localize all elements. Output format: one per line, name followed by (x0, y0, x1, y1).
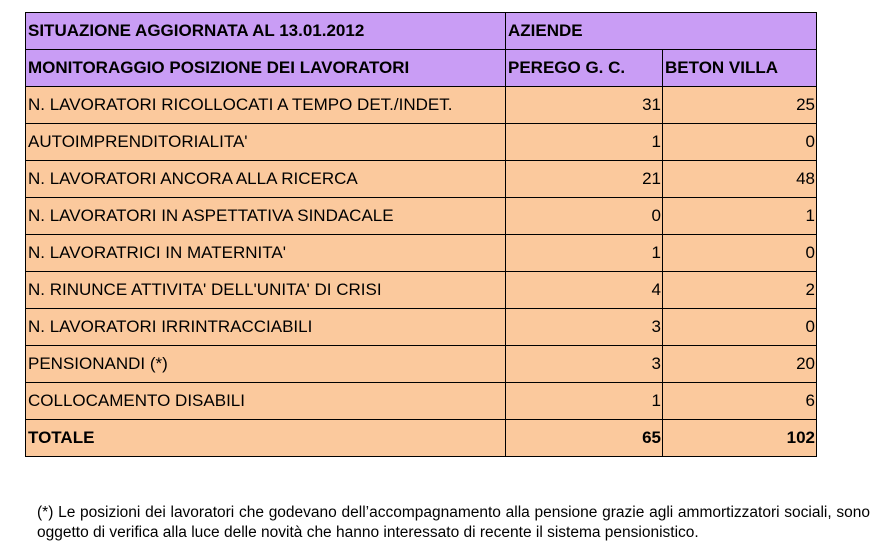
beton-value: 0 (663, 235, 817, 272)
table-row (26, 198, 817, 235)
perego-value: 1 (506, 383, 663, 420)
header-row-monitoring (26, 50, 817, 87)
row-label: N. RINUNCE ATTIVITA' DELL'UNITA' DI CRISI (26, 272, 506, 309)
beton-value: 25 (663, 87, 817, 124)
table-row (26, 124, 817, 161)
table-row (26, 383, 817, 420)
perego-value: 31 (506, 87, 663, 124)
beton-value: 0 (663, 124, 817, 161)
total-label: TOTALE (26, 420, 506, 457)
table-row (26, 309, 817, 346)
row-label: N. LAVORATRICI IN MATERNITA' (26, 235, 506, 272)
row-label: N. LAVORATORI IRRINTRACCIABILI (26, 309, 506, 346)
perego-value: 3 (506, 346, 663, 383)
perego-value: 4 (506, 272, 663, 309)
row-label: N. LAVORATORI RICOLLOCATI A TEMPO DET./INDET. (26, 87, 506, 124)
table-row (26, 87, 817, 124)
beton-value: 48 (663, 161, 817, 198)
row-label: PENSIONANDI (*) (26, 346, 506, 383)
total-row (26, 420, 817, 457)
perego-value: 1 (506, 235, 663, 272)
perego-value: 21 (506, 161, 663, 198)
perego-total: 65 (506, 420, 663, 457)
beton-value: 0 (663, 309, 817, 346)
footnote: (*) Le posizioni dei lavoratori che godevano dell’accompagnamento alla pensione grazie agli ammortizzatori sociali, sono oggetto di verifica alla luce delle novità che hanno interessato di recente il sistema pensionistico. (37, 503, 870, 541)
header-row-situation (26, 13, 817, 50)
situation-date-cell: SITUAZIONE AGGIORNATA AL 13.01.2012 (26, 13, 506, 50)
column-header-perego: PEREGO G. C. (506, 50, 663, 87)
perego-value: 0 (506, 198, 663, 235)
monitoring-table (25, 12, 817, 457)
perego-value: 3 (506, 309, 663, 346)
beton-value: 6 (663, 383, 817, 420)
row-label: N. LAVORATORI IN ASPETTATIVA SINDACALE (26, 198, 506, 235)
beton-value: 20 (663, 346, 817, 383)
perego-value: 1 (506, 124, 663, 161)
column-header-beton: BETON VILLA (663, 50, 817, 87)
table-row (26, 272, 817, 309)
table-row (26, 161, 817, 198)
row-label: AUTOIMPRENDITORIALITA' (26, 124, 506, 161)
beton-value: 2 (663, 272, 817, 309)
beton-value: 1 (663, 198, 817, 235)
table-row (26, 346, 817, 383)
companies-group-header: AZIENDE (506, 13, 817, 50)
beton-total: 102 (663, 420, 817, 457)
table-row (26, 235, 817, 272)
row-label: N. LAVORATORI ANCORA ALLA RICERCA (26, 161, 506, 198)
monitoring-title-cell: MONITORAGGIO POSIZIONE DEI LAVORATORI (26, 50, 506, 87)
row-label: COLLOCAMENTO DISABILI (26, 383, 506, 420)
